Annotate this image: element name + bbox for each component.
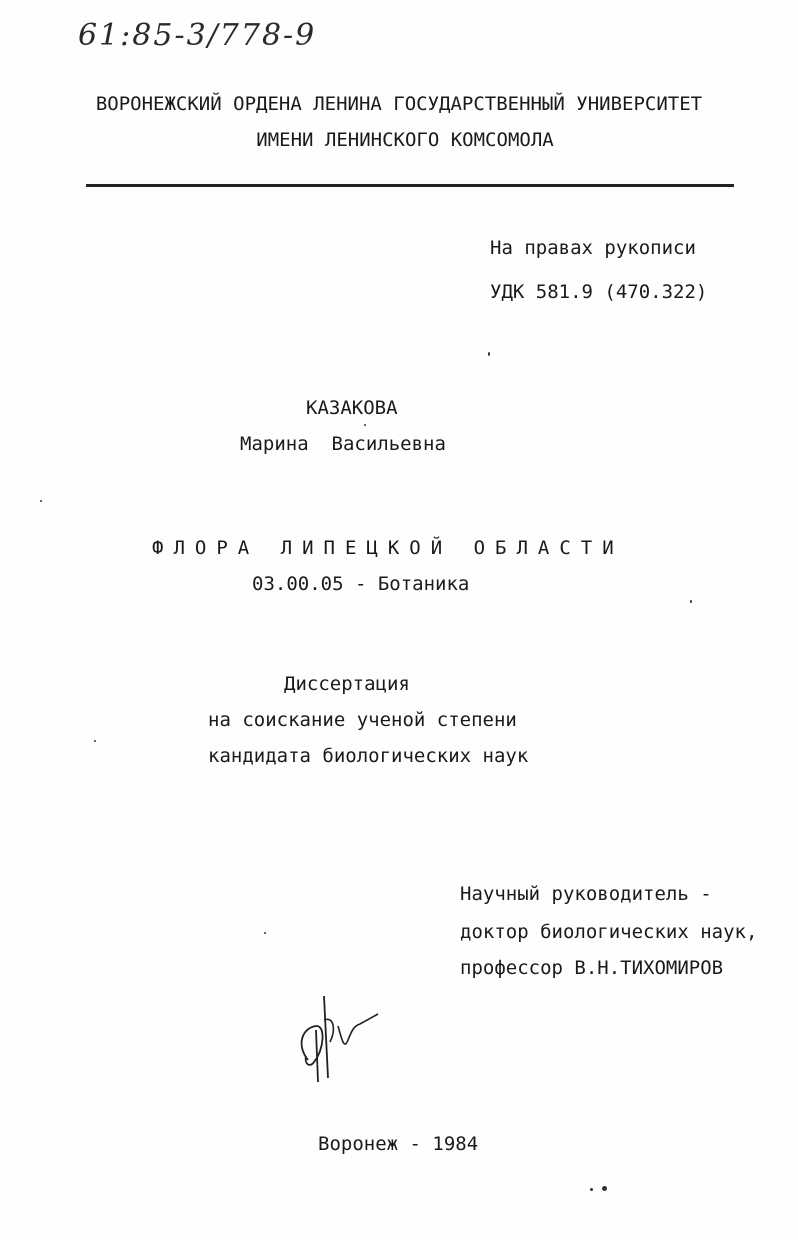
udc-code: УДК 581.9 (470.322) bbox=[490, 281, 708, 303]
header-divider bbox=[86, 184, 734, 187]
dissertation-label: Диссертация bbox=[284, 673, 410, 695]
degree-line-2: кандидата биологических наук bbox=[208, 745, 529, 767]
city-year: Воронеж - 1984 bbox=[318, 1133, 479, 1155]
paper-speck bbox=[690, 600, 692, 603]
author-surname: КАЗАКОВА bbox=[306, 397, 398, 419]
paper-speck bbox=[94, 740, 96, 742]
degree-line-1: на соискание ученой степени bbox=[208, 709, 517, 731]
paper-speck bbox=[264, 932, 266, 934]
manuscript-rights: На правах рукописи bbox=[490, 237, 696, 259]
paper-speck bbox=[364, 424, 366, 426]
author-name: Марина Васильевна bbox=[240, 433, 446, 455]
paper-speck bbox=[590, 1188, 593, 1191]
supervisor-degree: доктор биологических наук, bbox=[460, 921, 758, 943]
handwritten-signature bbox=[290, 990, 390, 1090]
handwritten-catalog-number: 61:85-3/778-9 bbox=[78, 18, 317, 53]
supervisor-label: Научный руководитель - bbox=[460, 883, 712, 905]
supervisor-name: профессор В.Н.ТИХОМИРОВ bbox=[460, 957, 724, 979]
university-name-line-2: ИМЕНИ ЛЕНИНСКОГО КОМСОМОЛА bbox=[256, 129, 554, 151]
paper-speck bbox=[602, 1186, 607, 1191]
paper-speck bbox=[488, 352, 490, 356]
specialty-code: 03.00.05 - Ботаника bbox=[252, 573, 470, 595]
dissertation-title: ФЛОРА ЛИПЕЦКОЙ ОБЛАСТИ bbox=[152, 537, 624, 559]
university-name-line-1: ВОРОНЕЖСКИЙ ОРДЕНА ЛЕНИНА ГОСУДАРСТВЕННЫЙ УНИВЕРСИТЕТ bbox=[95, 93, 703, 115]
paper-speck bbox=[40, 500, 42, 502]
